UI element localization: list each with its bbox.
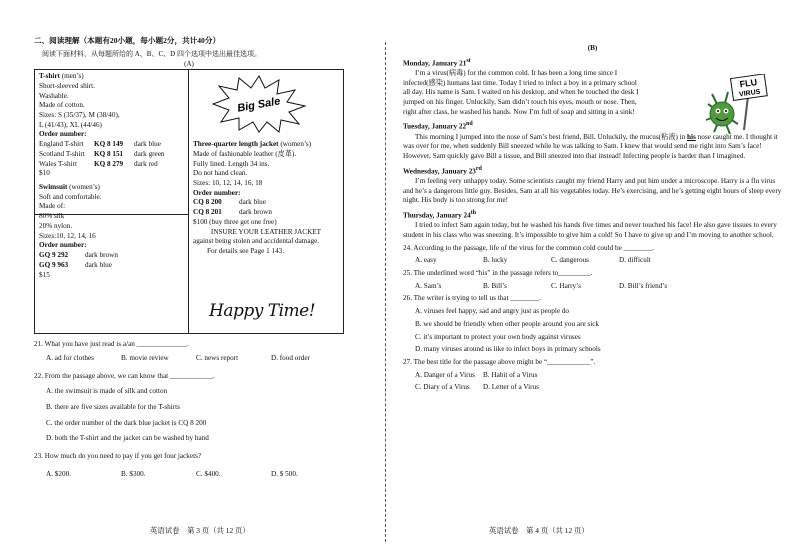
tshirt-order-row: England T-shirt KQ 8 149 dark blue (39, 140, 161, 149)
options (46, 354, 375, 364)
swimsuit-title: Swimsuit (39, 183, 68, 192)
options (415, 282, 782, 292)
option: A. viruses feel happy, sad and angry just as people do (415, 307, 570, 316)
question-stem: 27. The best title for the passage above might be “____________”. (403, 357, 596, 366)
question-stem: 25. The underlined word “his” in the passage refers to_________. (403, 268, 593, 277)
option: A. Danger of a Virus (415, 370, 475, 379)
passage-label-a: (A) (184, 59, 194, 68)
option: A. $200. (46, 469, 71, 478)
tshirt-price: $10 (39, 169, 50, 178)
diary-tuesday-title: Tuesday, January 22nd (403, 121, 473, 131)
question-25 (403, 269, 782, 291)
option: C. the order number of the dark blue jacket is CQ 8 200 (46, 418, 207, 427)
jacket-line: Made of fashionable leather (皮革). (193, 149, 297, 158)
option: D. $ 500. (271, 469, 298, 478)
passage-label-b: (B) (587, 44, 598, 52)
ad-separator (35, 214, 188, 215)
swimsuit-order-row: GQ 9 292 dark brown (39, 251, 118, 260)
option: B. $300. (121, 469, 146, 478)
option: D. Bill’s friend’s (619, 281, 668, 290)
swimsuit-title-suffix: (women’s) (67, 183, 100, 192)
tshirt-line: L (41/43), XL (44/46) (39, 120, 102, 129)
tshirt-title: T-shirt (39, 72, 60, 81)
option: D. many viruses around us like to infect boys in primary schools (415, 345, 601, 354)
question-stem: 21. What you have just read is a/an ______________. (34, 340, 189, 349)
option: A. the swimsuit is made of silk and cotton (46, 387, 168, 396)
jacket-line: Sizes: 10, 12, 14, 16, 18 (193, 179, 263, 187)
option: C. Diary of a Virus (415, 383, 470, 392)
swimsuit-order-label: Order number: (39, 241, 87, 250)
option: C. dangerous (551, 256, 589, 265)
question-stem: 24. According to the passage, life of the virus for the common cold could be ________. (403, 243, 655, 252)
flu-sign-line-1: FLU (738, 77, 758, 90)
ad-left-column (35, 70, 189, 333)
jacket-order-row: CQ 8 200 dark blue (193, 198, 266, 207)
option: A. ad for clothes (46, 353, 94, 362)
jacket-order-row: CQ 8 201 dark brown (193, 208, 272, 217)
section-title: 二、阅读理解（本题有20小题，每小题2分，共计40分） (34, 36, 221, 45)
tshirt-order-label: Order number: (39, 130, 87, 139)
tshirt-line: Short-sleeved shirt. (39, 81, 95, 90)
options (415, 383, 782, 393)
option: D. both the T-shirt and the jacket can be washed by hand (46, 434, 209, 443)
jacket-order-label: Order number: (193, 188, 241, 197)
swimsuit-line: Sizes:10, 12, 14, 16 (39, 231, 96, 240)
question-21 (34, 340, 375, 363)
tshirt-line: Washable. (39, 91, 69, 100)
swimsuit-line: Soft and comfortable. (39, 192, 102, 201)
question-stem: 23. How much do you need to pay if you get four jackets? (34, 452, 202, 461)
option: B. Bill’s (483, 281, 507, 290)
diary-monday-text: I’m a virus(病毒) for the common cold. It has been a long time since I infected(感染) humans last time. Today I tried to infect a boy in a primary school all day. His name is Sam. I waited on his desktop, and when he touched the desk I jumped on his finger. Unluckily, Sam didn’t touch his eyes, mouth or nose. Then, right after class, he washed his hands. Now I’m full of soap and sitting in a sink! (403, 68, 639, 116)
options (46, 470, 375, 480)
happy-time-text: Happy Time! (209, 301, 316, 322)
option: C. it’s important to protect your own body against viruses (415, 332, 581, 341)
question-stem: 22. From the passage above, we can know that ____________. (34, 371, 215, 380)
diary-monday-title: Monday, January 21st (403, 57, 471, 68)
big-sale-starburst (209, 74, 309, 134)
underlined-his: his (687, 132, 696, 141)
diary-thursday-text: I tried to infect Sam again today, but he washed his hands five times and never touched his face! He also gave tissues to every student in his class who was sneezing. It’s impossible to give him a cold! So I have to give up and I’m moving to another school. (403, 221, 777, 239)
tshirt-line: Made of cotton. (39, 101, 85, 110)
tshirt-title-suffix: (men’s) (59, 72, 84, 81)
jacket-price: $100 (buy three get one free) (193, 217, 277, 226)
option: B. Habit of a Virus (483, 370, 538, 379)
tshirt-order-row: Wales T-shirt KQ 8 279 dark red (39, 159, 158, 168)
big-sale-text: Big Sale (236, 95, 282, 115)
option: B. we should be friendly when other people around you are sick (415, 319, 600, 328)
jacket-title: Three-quarter length jacket (193, 140, 279, 149)
option: B. there are five sizes available for the T-shirts (46, 403, 180, 411)
jacket-line: Do not hand clean. (193, 169, 248, 178)
advertisement-box (34, 69, 344, 334)
option: C. Harry’s (551, 281, 581, 290)
right-page (389, 0, 794, 560)
option: B. movie review (121, 353, 169, 362)
jacket-details: For details see Page 1 143. (207, 247, 285, 256)
option: A. easy (415, 256, 437, 265)
instruction: 阅读下面材料，从每题所给的 A、B、C、D 四个选项中选出最佳选项。 (42, 50, 261, 59)
ad-right-column (189, 70, 343, 333)
page-footer-4: 英语试卷 第 4 页（共 12 页） (489, 526, 589, 536)
option: B. lucky (483, 256, 508, 265)
jacket-insure: INSURE YOUR LEATHER JACKET (210, 227, 322, 236)
jacket-line: Fully lined. Length 34 ins. (193, 159, 270, 168)
flu-virus-illustration (700, 74, 770, 140)
option: C. news report (196, 353, 239, 362)
swimsuit-line: Made of: (39, 202, 66, 211)
question-stem: 26. The writer is trying to tell us that ________. (403, 294, 541, 303)
question-22 (34, 372, 375, 445)
diary-tuesday-text: This morning I jumped into the nose of Sam’s best friend, Bill. Unluckily, the mucus(粘液) in his nose caught me. I thought it was over for me, when suddenly Bill sneezed while he was talking to Sam. I knew that would send me right into Sam’s face! However, Sam quickly gave Bill a tissue, and Bill sneezed into that instead! Infecting people is harder than I imagined. (403, 132, 778, 160)
question-24 (403, 244, 782, 266)
option: A. Sam’s (415, 281, 442, 290)
swimsuit-line: 20% nylon. (39, 221, 73, 230)
option: D. Letter of a Virus (483, 383, 539, 392)
page-divider (385, 42, 386, 542)
diary-wednesday-text: I’m feeling very unhappy today. Some scientists caught my friend Harry and put him under a microscope. Harry is a flu virus and he’s a dangerous little guy. Besides, Sam at all his vegetables today. He’s exercising, and he’s getting eight hours of sleep every night. His body is too strong for me! (403, 176, 782, 205)
jacket-insure-2: against being stolen and accidental damage. (193, 237, 320, 246)
jacket-title-suffix: (women’s) (278, 140, 312, 149)
options (415, 371, 782, 381)
question-26 (403, 294, 782, 355)
option: D. food order (271, 353, 310, 362)
swimsuit-order-row: GQ 9 963 dark blue (39, 260, 112, 269)
swimsuit-line: 80% silk (39, 212, 65, 221)
question-23 (34, 452, 375, 479)
option: D. difficult (619, 256, 651, 265)
question-27 (403, 358, 782, 393)
options (415, 256, 782, 266)
diary-thursday-title: Thursday, January 24th (403, 209, 477, 220)
left-page (0, 0, 385, 560)
tshirt-order-row: Scotland T-shirt KQ 8 151 dark green (39, 149, 165, 158)
swimsuit-price: $15 (39, 270, 50, 279)
page-footer-3: 英语试卷 第 3 页（共 12 页） (150, 526, 250, 536)
diary-wednesday-title: Wednesday, January 23rd (403, 165, 482, 176)
option: C. $400. (196, 469, 221, 478)
tshirt-line: Sizes: S (35/37), M (38/40), (39, 111, 120, 119)
flu-sign-line-2: VIRUS (738, 88, 761, 99)
